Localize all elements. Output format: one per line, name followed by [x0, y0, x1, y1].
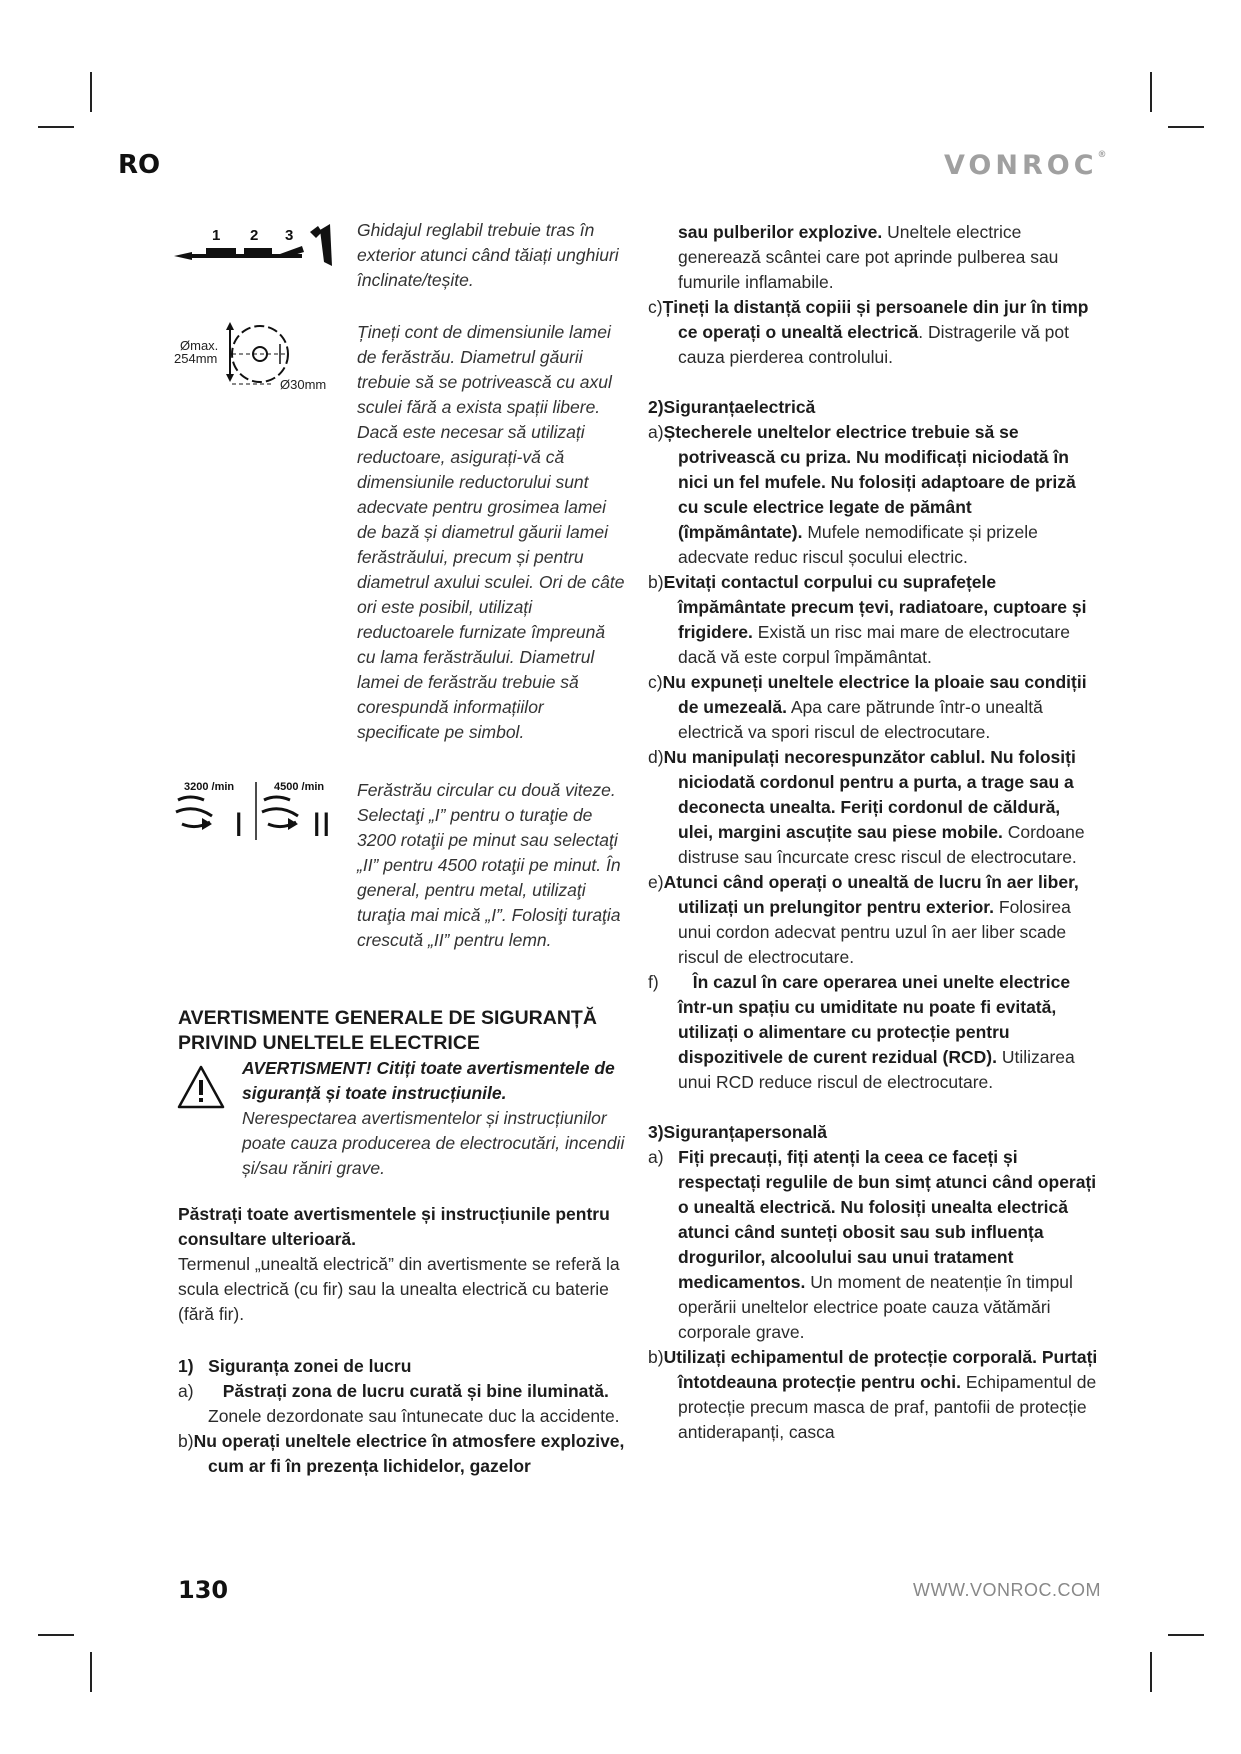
warning-block [242, 1056, 628, 1181]
guide-number: 1 [212, 227, 221, 244]
crop-mark [90, 1652, 92, 1692]
list-item: b)Nu operați uneltele electrice în atmosfere explozive, cum ar fi în prezența lichidelor, gazelor [178, 1431, 625, 1476]
warning-triangle-icon [176, 1064, 226, 1110]
list-item: c)Țineți la distanță copiii și persoanele din jur în timp ce operați o unealtă electrică. Distragerile vă pot cauza pierderea controlului. [648, 297, 1089, 367]
blade-max-dim: 254mm [174, 351, 218, 366]
speed2-label: 4500 /min [274, 781, 325, 793]
crop-mark [1168, 126, 1204, 128]
section-3-title: 3)Siguranțapersonală [648, 1122, 827, 1142]
right-column [648, 220, 1098, 1445]
keep-instructions-block [178, 1202, 628, 1327]
keep-text: Termenul „unealtă electrică” din avertismente se referă la scula electrică (cu fir) sau la unealta electrică cu baterie (fără fir). [178, 1254, 620, 1324]
list-item: a) Păstrați zona de lucru curată și bine iluminată. Zonele dezordonate sau întunecate duc la accidente. [178, 1381, 620, 1426]
blade-bore-label: Ø30mm [280, 377, 327, 392]
list-item: f) În cazul în care operarea unei unelte electrice într-un spațiu cu umiditate nu poate fi evitată, utilizați o alimentare cu protecție pentru dispozitivele de curent rezidual (RCD). Utilizarea unui RCD reduce riscul de electrocutare. [648, 972, 1075, 1092]
language-code: RO [118, 150, 161, 180]
blade-symbol-text: Țineți cont de dimensiunile lamei de ferăstrău. Diametrul găurii trebuie să se potrivească cu axul sculei fără a exista spații libere. Dacă este necesar să utilizați reductoare, asigurați-vă că dimensiunile reductorului sunt adecvate pentru grosimea lamei de bază și diametrul găurii lamei ferăstrăului, precum și pentru diametrul axului sculei. Ori de câte ori este posibil, utilizați reductoarele furnizate împreună cu lama ferăstrăului. Diametrul lamei de ferăstrău trebuie să corespundă informațiilor specificate pe simbol. [357, 322, 625, 742]
brand-logo: VONROC® [944, 150, 1107, 181]
list-item: a)Ștecherele uneltelor electrice trebuie să se potrivească cu priza. Nu modificați niciodată în nici un fel mufele. Nu folosiți adaptoare de priză cu scule electrice legate de pământ (împământate). Mufele nemodificate și prizele adecvate reduc riscul șocului electric. [648, 422, 1076, 567]
guide-number: 3 [285, 227, 294, 244]
guide-number: 2 [250, 227, 259, 244]
website-url: WWW.VONROC.COM [913, 1580, 1101, 1600]
speed-symbol-text: Ferăstrău circular cu două viteze. Selectaţi „I” pentru o turaţie de 3200 rotaţii pe minut sau selectaţi „II” pentru 4500 rotaţii pe minut. În general, pentru metal, utilizaţi turaţia mai mică „I”. Folosiţi turaţia crescută „II” pentru lemn. [357, 780, 621, 950]
speed2-mark: II [312, 806, 331, 844]
page-number: 130 [178, 1576, 229, 1604]
continued-item: sau pulberilor explozive. Uneltele electrice generează scântei care pot aprinde pulberea sau fumurile inflamabile. [678, 222, 1059, 292]
list-item: a) Fiți precauți, fiți atenți la ceea ce faceți și respectați regulile de bun simț atunci când operați o unealtă electrică. Nu folosiți unealta electrică atunci când sunteți obosit sau sub influența drogurilor, alcoolului sau unui tratament medicamentos. Un moment de neatenție în timpul operării uneltelor electrice poate cauza vătămări corporale grave. [648, 1147, 1097, 1342]
two-speed-icon [172, 778, 342, 848]
list-item: d)Nu manipulați necorespunzător cablul. Nu folosiți niciodată cordonul pentru a purta, a trage sau a deconecta unealta. Feriți cordonul de căldură, ulei, margini ascuțite sau piese mobile. Cordoane distruse sau încurcate cresc riscul de electrocutare. [648, 747, 1085, 867]
crop-mark [38, 1634, 74, 1636]
list-item: e)Atunci când operați o unealtă de lucru în aer liber, utilizați un prelungitor pentru exterior. Folosirea unui cordon adecvat pentru uzul în aer liber scade riscul de electrocutare. [648, 872, 1079, 967]
section-2-title: 2)Siguranțaelectrică [648, 397, 816, 417]
crop-mark [1168, 1634, 1204, 1636]
section-1-title: 1) Siguranța zonei de lucru [178, 1356, 412, 1376]
section-1 [178, 1354, 628, 1479]
guide-symbol-text: Ghidajul reglabil trebuie tras în exterior atunci când tăiați unghiuri înclinate/teșite. [357, 220, 619, 290]
crop-mark [90, 72, 92, 112]
crop-mark [1150, 1652, 1152, 1692]
list-item: c)Nu expuneți uneltele electrice la ploaie sau condiții de umezeală. Apa care pătrunde într-o unealtă electrică va spori riscul de electrocutare. [648, 672, 1087, 742]
list-item: b)Evitați contactul corpului cu suprafețele împământate precum țevi, radiatoare, cuptoare și frigidere. Există un risc mai mare de electrocutare dacă vă este corpul împământat. [648, 572, 1087, 667]
warning-bold: AVERTISMENT! Citiți toate avertismentele de siguranță și toate instrucțiunile. [242, 1058, 615, 1103]
blade-max-label: Ømax. [180, 338, 219, 353]
crop-mark [1150, 72, 1152, 112]
blade-dimensions-icon [172, 318, 332, 398]
list-item: b)Utilizați echipamentul de protecție corporală. Purtați întotdeauna protecție pentru ochi. Echipamentul de protecție precum masca de praf, pantofii de protecție antiderapanți, casca [648, 1347, 1098, 1442]
warning-text: Nerespectarea avertismentelor și instrucțiunilor poate cauza producerea de electrocutări, incendii și/sau răniri grave. [242, 1108, 625, 1178]
speed1-mark: I [234, 806, 244, 844]
adjustable-guide-icon [172, 222, 342, 272]
section-heading: AVERTISMENTE GENERALE DE SIGURANȚĂ PRIVIND UNELTELE ELECTRICE [178, 1007, 597, 1054]
speed1-label: 3200 /min [184, 781, 235, 793]
keep-bold: Păstrați toate avertismentele și instrucțiunile pentru consultare ulterioară. [178, 1204, 610, 1249]
crop-mark [38, 126, 74, 128]
